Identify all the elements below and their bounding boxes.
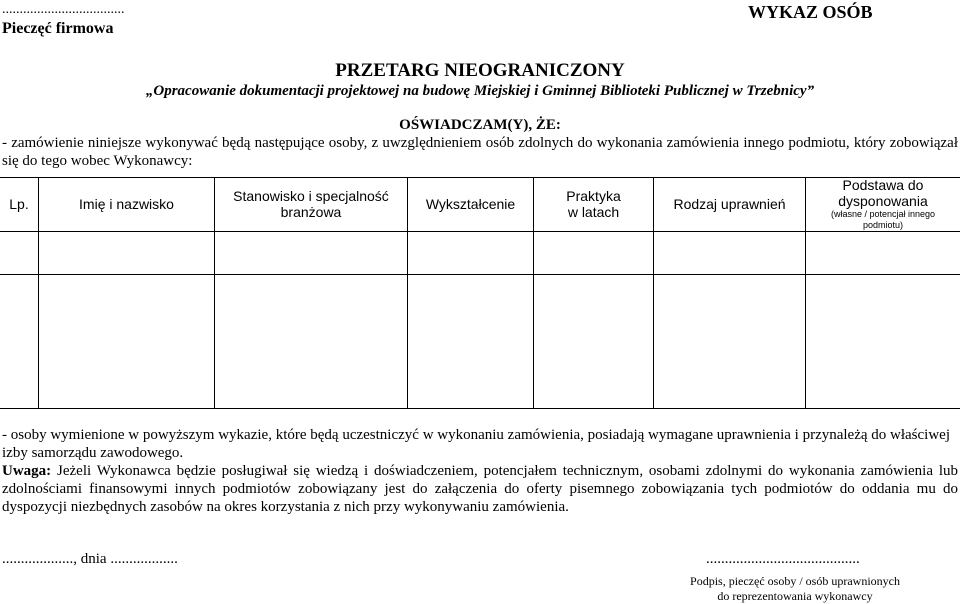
place-date-line: ..................., dnia .................. (2, 551, 178, 567)
document-title: WYKAZ OSÓB (748, 2, 873, 22)
header-practice-line2: w latach (567, 204, 620, 220)
header-basis-line2: dysponowania (838, 193, 928, 209)
header-name (39, 177, 214, 231)
header-practice (534, 177, 653, 231)
signature-caption-line2: do reprezentowania wykonawcy (717, 589, 873, 603)
header-education-label: Wykształcenie (425, 196, 516, 212)
header-position-line1: Stanowisko i specjalność (233, 188, 389, 204)
header-position-line2: branżowa (280, 204, 342, 220)
header-lp (0, 177, 38, 231)
header-licenses (654, 177, 805, 231)
table-row-divider (0, 274, 960, 275)
signature-line: ......................................... (706, 551, 860, 567)
table-border-bottom (0, 408, 960, 409)
header-basis-note-line1: (własne / potencjał innego (830, 209, 936, 219)
persons-table (0, 177, 960, 409)
header-basis-note-line2: podmiotu) (862, 220, 904, 230)
header-lp-label: Lp. (9, 196, 29, 212)
header-basis-line1: Podstawa do (842, 177, 924, 193)
header-licenses-label: Rodzaj uprawnień (673, 196, 786, 212)
stamp-placeholder-dots: ................................... (2, 2, 125, 17)
qualifications-statement: - osoby wymienione w powyższym wykazie, które będą uczestniczyć w wykonaniu zamówienia, posiadają wymagane uprawnienia i przynależą do właściwej izby samorządu zawodowego. (2, 427, 951, 461)
declaration-heading: OŚWIADCZAM(Y), ŻE: (399, 117, 561, 133)
note-paragraph (2, 462, 958, 516)
note-text: Jeżeli Wykonawca będzie posługiwał się wiedzą i doświadczeniem, potencjałem technicznym, osobami zdolnymi do wykonania zamówienia lub zdolnościami finansowymi innych podmiotów zobowiązany jest do załączenia do oferty pisemnego zobowiązania tych podmiotów do oddania mu do dyspozycji niezbędnych zasobów na okres korzystania z nich przy wykonywaniu zamówienia. (2, 463, 958, 515)
company-stamp-label: Pieczęć firmowa (2, 20, 114, 37)
table-header-divider (0, 231, 960, 232)
project-title: „Opracowanie dokumentacji projektowej na budowę Miejskiej i Gminnej Biblioteki Publicznej w Trzebnicy” (145, 83, 815, 99)
header-education (408, 177, 533, 231)
header-position (215, 177, 407, 231)
tender-title: PRZETARG NIEOGRANICZONY (335, 60, 625, 81)
intro-paragraph: - zamówienie niniejsze wykonywać będą następujące osoby, z uwzględnieniem osób zdolnych do wykonania zamówienia innego podmiotu, który zobowiązał się do tego wobec Wykonawcy: (2, 135, 958, 169)
note-label: Uwaga: (2, 463, 52, 479)
signature-caption (630, 574, 960, 604)
header-basis (806, 177, 960, 231)
header-name-label: Imię i nazwisko (79, 196, 174, 212)
header-practice-line1: Praktyka (566, 188, 621, 204)
signature-caption-line1: Podpis, pieczęć osoby / osób uprawnionych (690, 574, 900, 588)
